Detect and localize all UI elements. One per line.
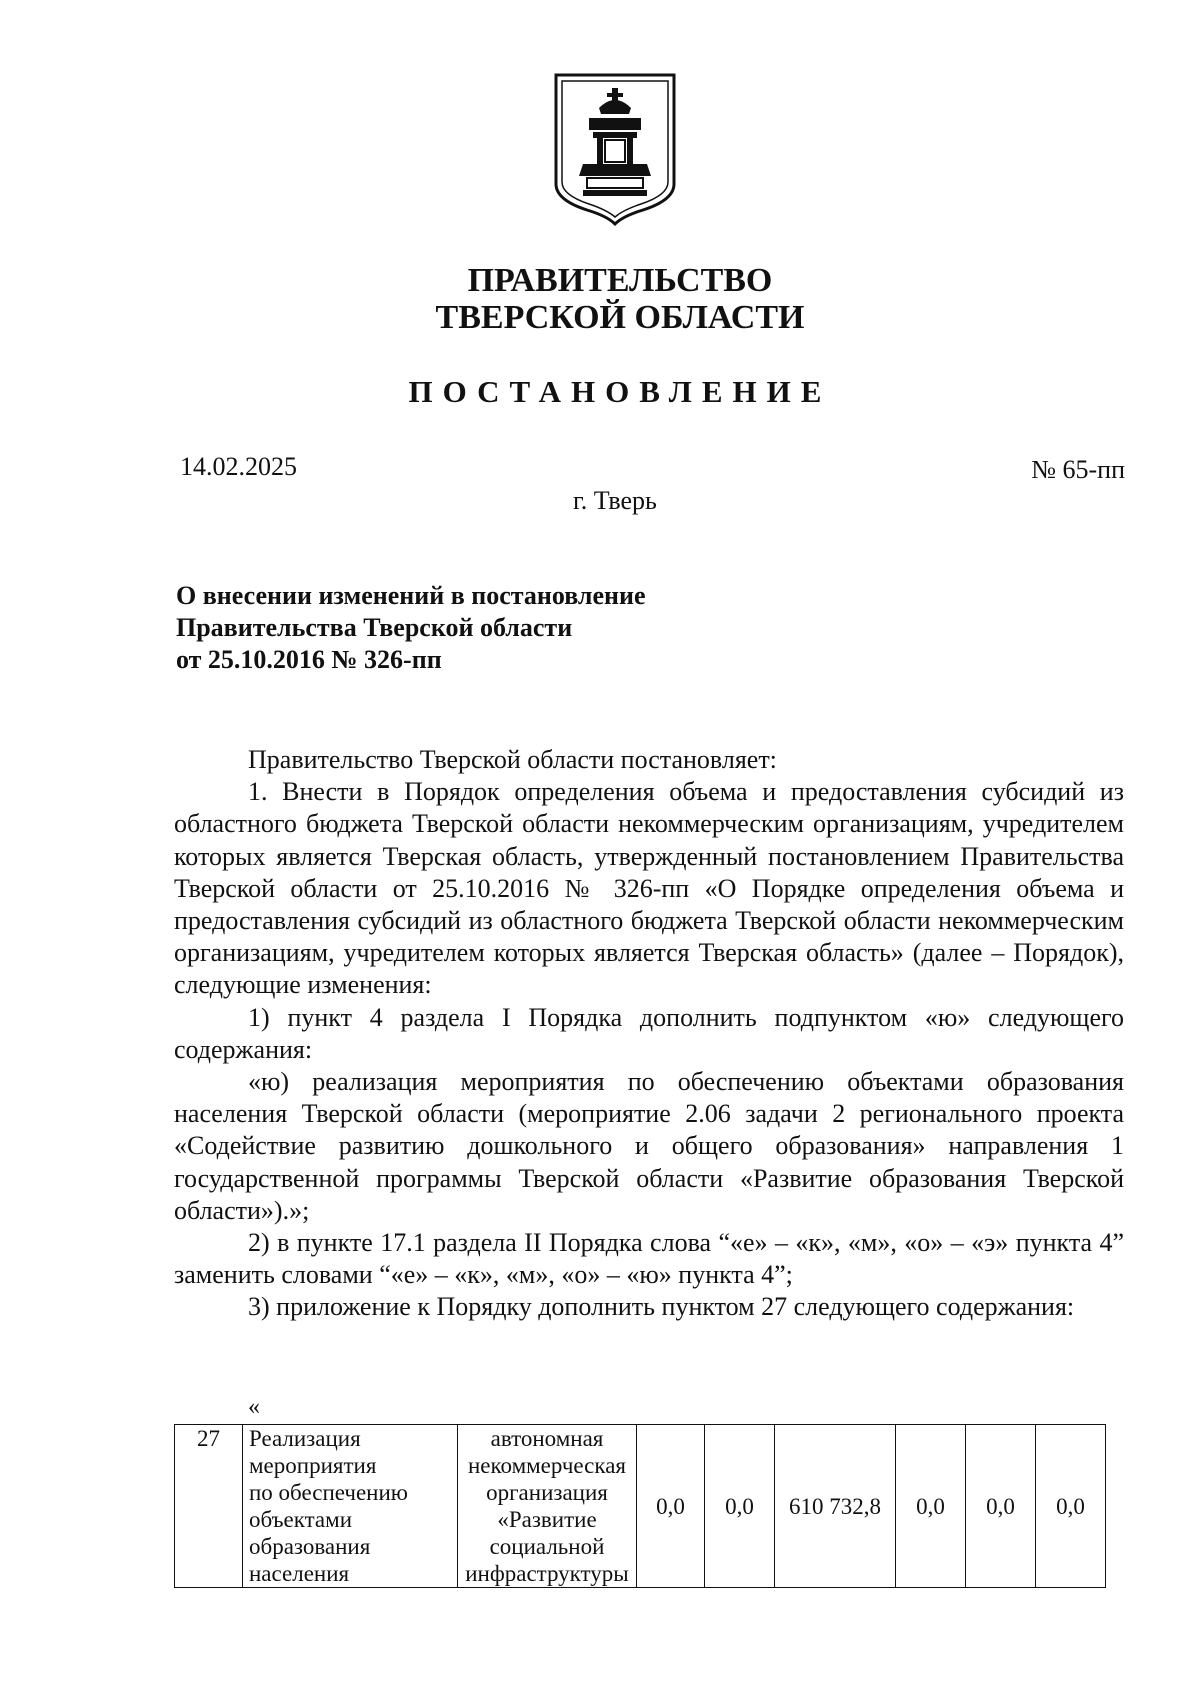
table-cell-value: 0,0 xyxy=(1036,1425,1106,1588)
quote-open-mark: « xyxy=(248,1394,260,1420)
body-paragraph-5: 3) приложение к Порядку дополнить пунктом 27 следующего содержания: xyxy=(248,1292,1075,1322)
org-line: инфраструктуры xyxy=(465,1561,629,1586)
subject-line3: от 25.10.2016 № 326-пп xyxy=(176,645,442,674)
table-cell-value: 0,0 xyxy=(705,1425,775,1588)
org-line: «Развитие xyxy=(497,1507,597,1532)
decree-subject xyxy=(176,580,646,676)
subsidy-table xyxy=(174,1424,1106,1588)
name-line: по обеспечению xyxy=(249,1480,408,1505)
name-line: объектами xyxy=(249,1507,353,1532)
body-paragraph-4: 2) в пункте 17.1 раздела II Порядка слова “«е» – «к», «м», «о» – «э» пункта 4” заменить словами “«е» – «к», «м», «о» – «ю» пункта 4”; xyxy=(174,1228,1124,1290)
table-cell-name xyxy=(243,1425,458,1588)
table-row xyxy=(175,1425,1106,1588)
org-line: автономная xyxy=(490,1426,604,1451)
government-title xyxy=(0,262,1200,336)
table-cell-value: 0,0 xyxy=(966,1425,1036,1588)
name-line: Реализация xyxy=(249,1426,361,1451)
table-cell-organization xyxy=(458,1425,637,1588)
body-paragraph-1: 1. Внести в Порядок определения объема и предоставления субсидий из областного бюджета Тверской области некоммерческим организациям, учредителем которых является Тверская область, утвержденный постановлением Правительства Тверской области от 25.10.2016 № 326-пп «О Порядке определения объема и предоставления субсидий из областного бюджета Тверской области некоммерческим организациям, учредителем которых является Тверская область» (далее – Порядок), следующие изменения: xyxy=(174,777,1124,1000)
government-title-line2: ТВЕРСКОЙ ОБЛАСТИ xyxy=(435,299,805,336)
body-paragraph-2: 1) пункт 4 раздела I Порядка дополнить подпунктом «ю» следующего содержания: xyxy=(174,1002,1124,1064)
org-line: некоммерческая xyxy=(467,1453,626,1478)
decree-date: 14.02.2025 xyxy=(180,452,297,481)
decree-city: г. Тверь xyxy=(573,486,657,515)
org-line: социальной xyxy=(489,1534,605,1559)
table-cell-number: 27 xyxy=(175,1425,243,1588)
name-line: населения xyxy=(249,1561,350,1586)
decree-title: ПОСТАНОВЛЕНИЕ xyxy=(408,374,832,409)
name-line: образования xyxy=(249,1534,371,1559)
table-cell-value: 610 732,8 xyxy=(775,1425,896,1588)
decree-number: № 65-пп xyxy=(1031,455,1125,484)
table-cell-value: 0,0 xyxy=(896,1425,966,1588)
org-line: организация xyxy=(486,1480,608,1505)
government-title-line1: ПРАВИТЕЛЬСТВО xyxy=(467,262,773,299)
name-line: мероприятия xyxy=(249,1453,377,1478)
decree-body xyxy=(174,744,1124,1324)
body-paragraph-3: «ю) реализация мероприятия по обеспечению объектами образования населения Тверской области (мероприятие 2.06 задачи 2 регионального проекта «Содействие развитию дошкольного и общего образования» направления 1 государственной программы Тверской области «Развитие образования Тверской области»).»; xyxy=(174,1067,1124,1225)
subject-line1: О внесении изменений в постановление xyxy=(176,581,646,610)
tver-coat-of-arms-icon xyxy=(553,72,677,226)
subject-line2: Правительства Тверской области xyxy=(176,613,573,642)
table-cell-value: 0,0 xyxy=(637,1425,705,1588)
body-intro: Правительство Тверской области постановляет: xyxy=(248,745,777,774)
